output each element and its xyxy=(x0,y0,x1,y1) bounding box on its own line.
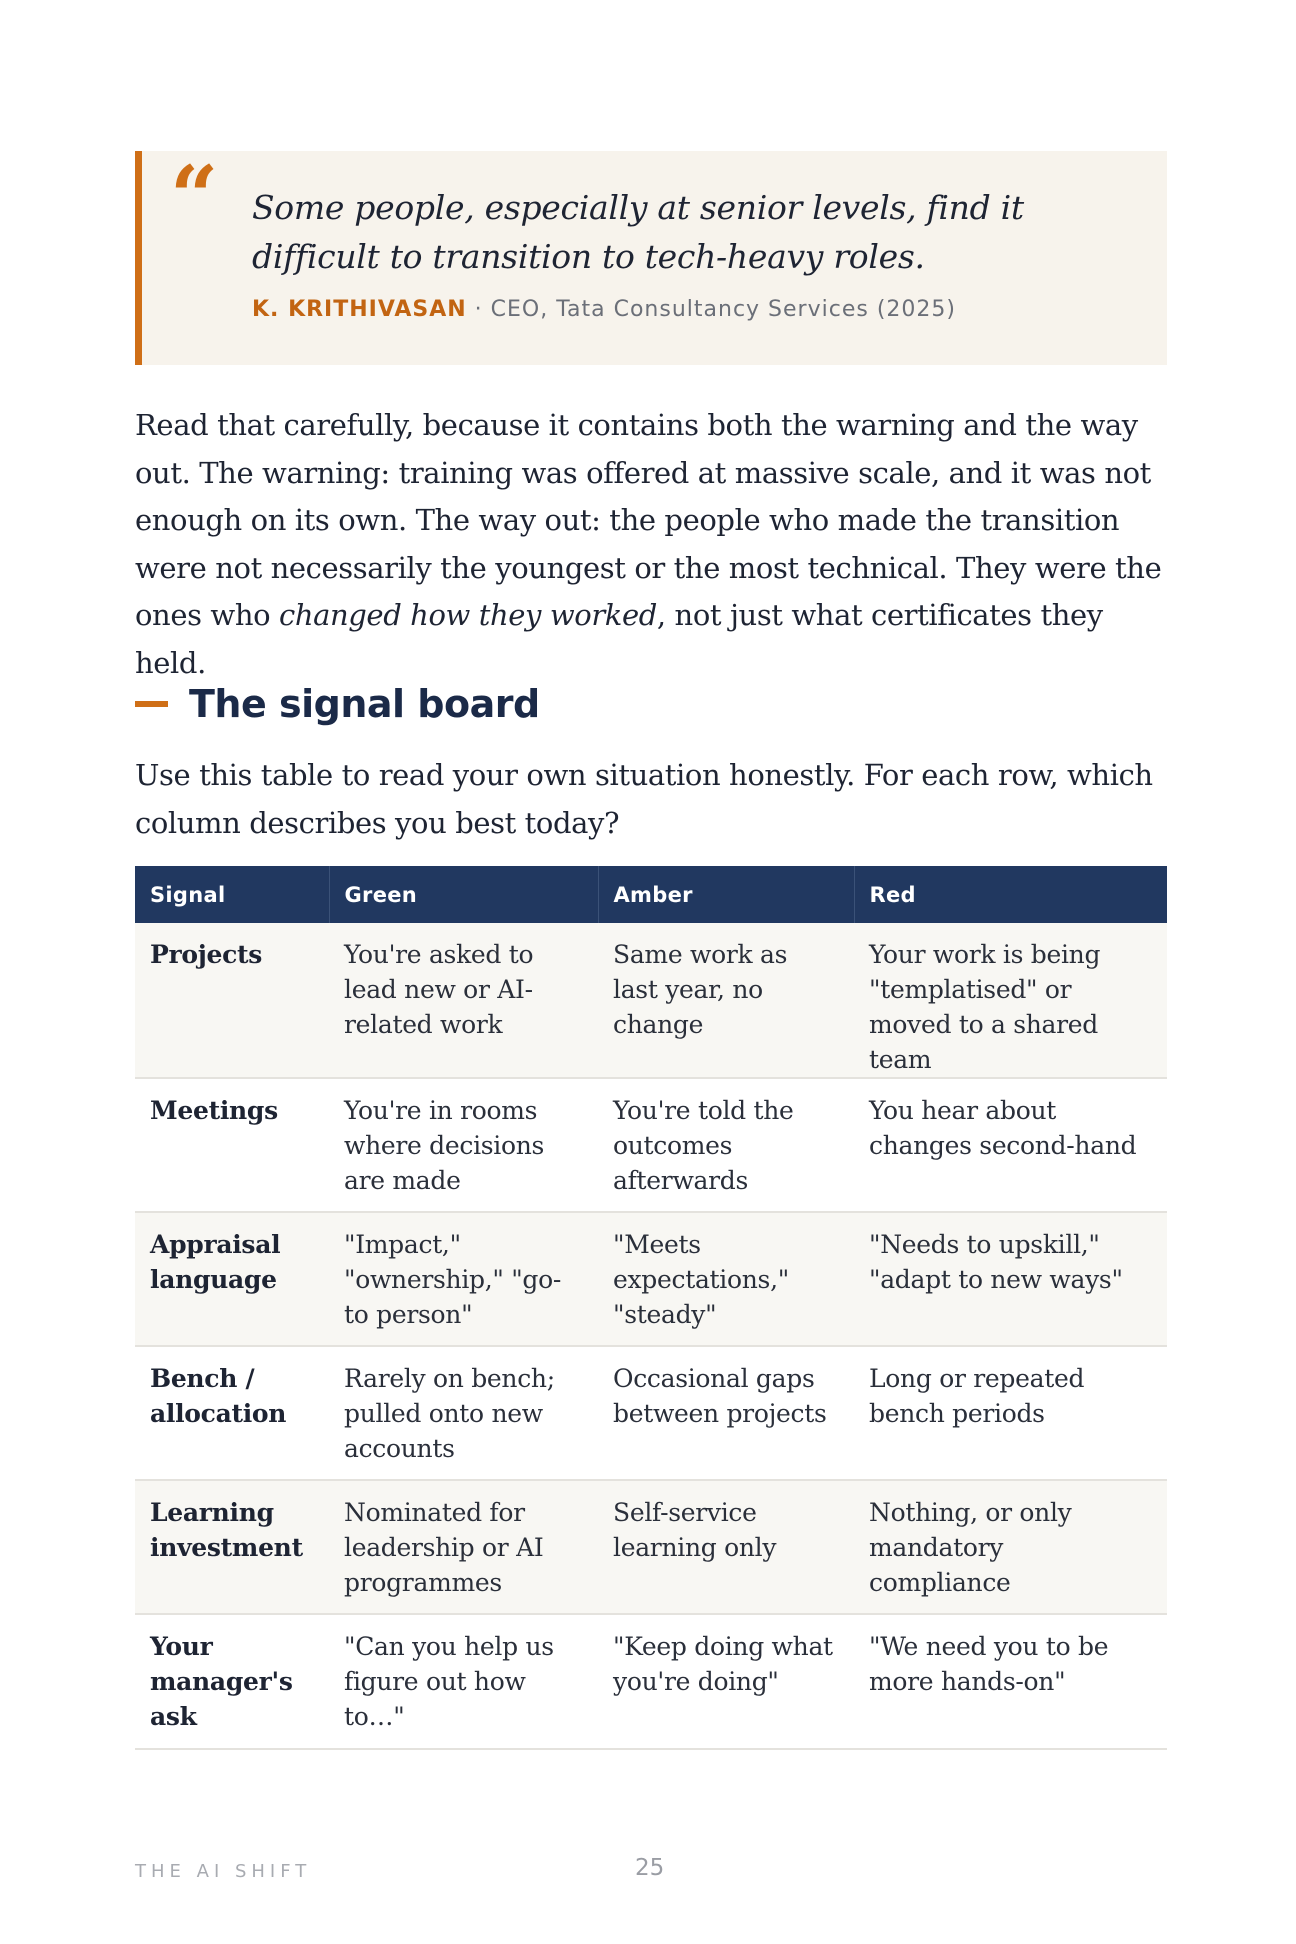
quote-attribution xyxy=(252,297,956,322)
red-cell: "Needs to upskill," "adapt to new ways" xyxy=(854,1212,1167,1346)
quote-mark-icon: “ xyxy=(170,147,219,246)
column-header-green: Green xyxy=(329,866,598,923)
amber-cell: You're told the outcomes afterwards xyxy=(598,1078,854,1212)
amber-cell: "Meets expectations," "steady" xyxy=(598,1212,854,1346)
amber-cell: Self-service learning only xyxy=(598,1480,854,1614)
column-header-red: Red xyxy=(854,866,1167,923)
table-row xyxy=(135,1212,1167,1346)
green-cell: Rarely on bench; pulled onto new accounts xyxy=(329,1346,598,1480)
red-cell: Nothing, or only mandatory compliance xyxy=(854,1480,1167,1614)
body-paragraph-emphasis: changed how they worked xyxy=(278,598,657,632)
heading-accent-bar xyxy=(135,701,168,707)
green-cell: "Can you help us figure out how to…" xyxy=(329,1614,598,1749)
red-cell: "We need you to be more hands-on" xyxy=(854,1614,1167,1749)
red-cell: Long or repeated bench periods xyxy=(854,1346,1167,1480)
column-header-amber: Amber xyxy=(598,866,854,923)
running-footer-title: THE AI SHIFT xyxy=(135,1861,312,1882)
table-header-row xyxy=(135,866,1167,923)
table-row xyxy=(135,1480,1167,1614)
red-cell: You hear about changes second-hand xyxy=(854,1078,1167,1212)
signal-table xyxy=(135,866,1167,1750)
section-intro: Use this table to read your own situation honestly. For each row, which column describes you best today? xyxy=(135,758,1153,840)
table-row xyxy=(135,1614,1167,1749)
column-header-signal: Signal xyxy=(135,866,329,923)
section-heading xyxy=(135,682,540,726)
body-paragraph xyxy=(135,402,1175,687)
body-paragraph-text: Read that carefully, because it contains both the warning and the way out. The warning: training was offered at massive scale, and it was not enough on its own. The way out: the people who made the transition were not necessarily the youngest or the most technical. They were the ones who xyxy=(135,408,1162,632)
quote-role: CEO, Tata Consultancy Services (2025) xyxy=(490,297,956,322)
signal-cell: Appraisal language xyxy=(135,1212,329,1346)
signal-cell: Meetings xyxy=(135,1078,329,1212)
green-cell: You're in rooms where decisions are made xyxy=(329,1078,598,1212)
pull-quote xyxy=(135,147,1167,365)
quote-author: K. KRITHIVASAN xyxy=(252,297,467,322)
table-row xyxy=(135,923,1167,1078)
green-cell: You're asked to lead new or AI-related work xyxy=(329,923,598,1078)
body-paragraph-tail: , not just what certificates they held. xyxy=(135,598,1103,680)
amber-cell: "Keep doing what you're doing" xyxy=(598,1614,854,1749)
red-cell: Your work is being "templatised" or moved to a shared team xyxy=(854,923,1167,1078)
amber-cell: Same work as last year, no change xyxy=(598,923,854,1078)
quote-text: Some people, especially at senior levels, find it difficult to transition to tech-heavy roles. xyxy=(252,188,1024,276)
amber-cell: Occasional gaps between projects xyxy=(598,1346,854,1480)
signal-cell: Projects xyxy=(135,923,329,1078)
signal-cell: Learning investment xyxy=(135,1480,329,1614)
green-cell: Nominated for leadership or AI programmes xyxy=(329,1480,598,1614)
section-title: The signal board xyxy=(189,682,540,726)
green-cell: "Impact," "ownership," "go-to person" xyxy=(329,1212,598,1346)
signal-cell: Bench / allocation xyxy=(135,1346,329,1480)
table-row xyxy=(135,1078,1167,1212)
quote-separator: · xyxy=(466,297,491,322)
page-number: 25 xyxy=(635,1855,665,1881)
table-row xyxy=(135,1346,1167,1480)
signal-cell: Your manager's ask xyxy=(135,1614,329,1749)
